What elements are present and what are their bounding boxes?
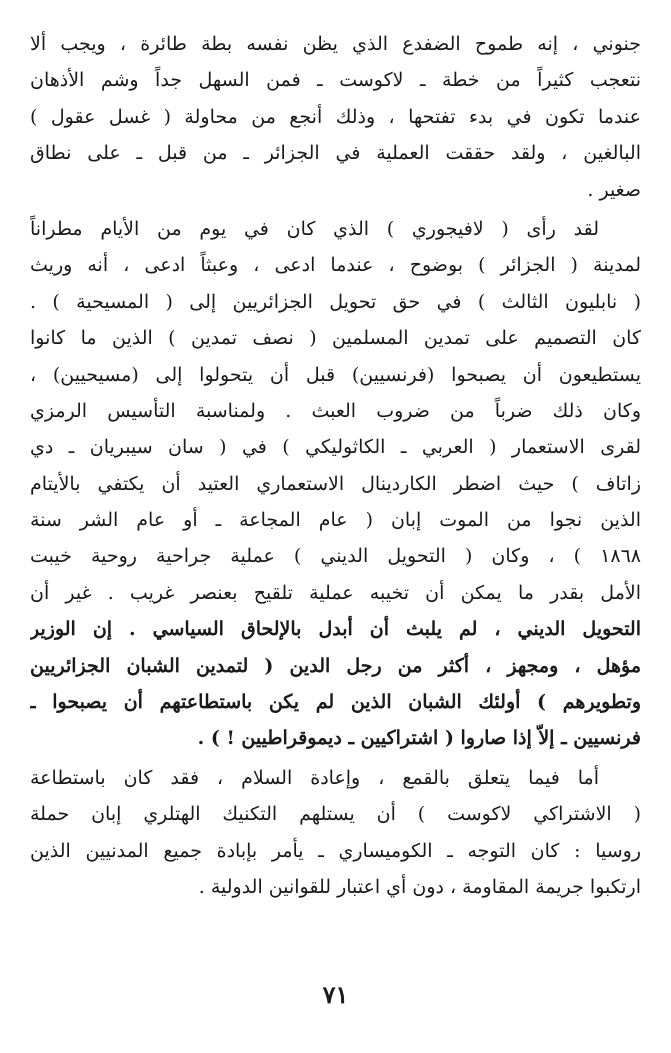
- text-line: وتطويرهم ) أولئك الشبان الذين لم يكن باستطاعتهم أن يصبحوا ـ: [30, 691, 641, 714]
- text-line: أما فيما يتعلق بالقمع ، وإعادة السلام ، فقد كان باستطاعة: [30, 766, 599, 789]
- text-line: زاتاف ) حيث اضطر الكاردينال الاستعماري العتيد أن يكتفي بالأيتام: [30, 472, 641, 495]
- text-line: نتعجب كثيراً من خطة ـ لاكوست ـ فمن السهل جداً وشم الأذهان: [30, 69, 641, 92]
- paragraph: [30, 211, 641, 757]
- text-line: فرنسيين ـ إلاّ إذا صاروا ( اشتراكيين ـ ديموقراطيين ! ) .: [197, 727, 641, 750]
- text-line: الذين نجوا من الموت إبان ( عام المجاعة ـ أو عام الشر سنة: [30, 509, 641, 532]
- text-line: وكان ذلك ضرباً من ضروب العبث . ولمناسبة التأسيس الرمزي: [30, 399, 641, 422]
- text-line: لقد رأى ( لافيجوري ) الذي كان في يوم من الأيام مطراناً: [30, 217, 599, 240]
- text-line: كان التصميم على تمدين المسلمين ( نصف تمدين ) الذين ما كانوا: [30, 327, 641, 350]
- text-line: جنوني ، إنه طموح الضفدع الذي يظن نفسه بطة طائرة ، ويجب ألا: [30, 33, 641, 55]
- text-line: ارتكبوا جريمة المقاومة ، دون أي اعتبار للقوانين الدولية .: [198, 875, 641, 898]
- text-line: روسيا : كان التوجه ـ الكوميساري ـ يأمر بإبادة جميع المدنيين الذين: [30, 839, 641, 862]
- text-line: ١٨٦٨ ) ، وكان ( التحويل الديني ) عملية جراحية روحية خيبت: [30, 545, 641, 568]
- text-line: لقرى الاستعمار ( العربي ـ الكاثوليكي ) في ( سان سيبريان ـ دي: [30, 436, 641, 459]
- text-line: الأمل بقدر ما يمكن أن تخيبه عملية تلقيح بعنصر غريب . غير أن: [30, 581, 641, 604]
- page-number: ٧١: [322, 980, 349, 1009]
- text-line: ( الاشتراكي لاكوست ) أن يستلهم التكنيك الهتلري إبان حملة: [30, 803, 641, 826]
- text-line: التحويل الديني ، لم يلبث أن أبدل بالإلحاق السياسي . إن الوزير: [30, 618, 641, 641]
- page-body: [30, 26, 641, 905]
- text-line: عندما تكون في بدء تفتحها ، وذلك أنجع من محاولة ( غسل عقول ): [30, 105, 641, 128]
- text-line: لمدينة ( الجزائر ) بوضوح ، عندما ادعى ، وعبثاً ادعى ، أنه وريث: [30, 254, 641, 277]
- text-line: مؤهل ، ومجهز ، أكثر من رجل الدين ( لتمدين الشبان الجزائريين: [30, 654, 641, 677]
- paragraph: [30, 26, 641, 208]
- text-line: يستطيعون أن يصبحوا (فرنسيين) قبل أن يتحولوا إلى (مسيحيين) ،: [30, 363, 641, 386]
- text-line: البالغين ، ولقد حققت العملية في الجزائر ـ من قبل ـ على نطاق: [30, 142, 641, 165]
- paragraph: [30, 760, 641, 906]
- text-line: صغير .: [587, 178, 641, 201]
- text-line: ( نابليون الثالث ) في حق تحويل الجزائريين إلى ( المسيحية ) .: [30, 290, 641, 313]
